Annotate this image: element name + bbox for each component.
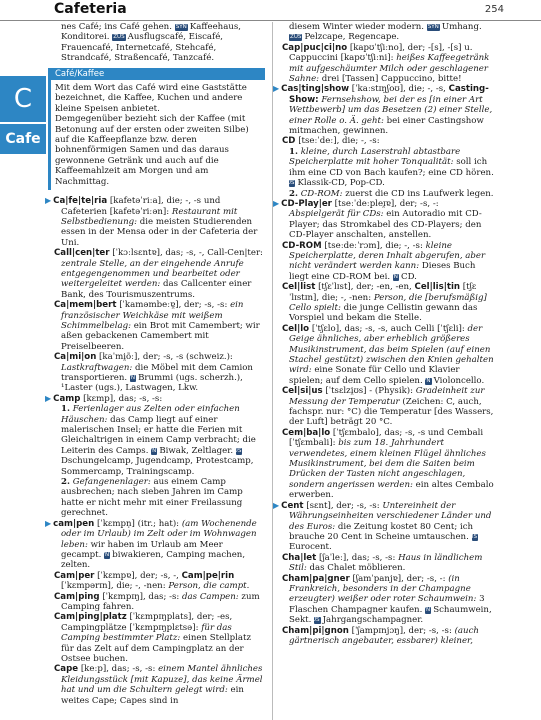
entry: Cem|ba|lo [ˈtʃɛmbalo], das; -s, -s und Cembali [ˈtʃɛmbali]: bis zum 18. Jahrhundert verwendetes, einem kleinen Flügel ähnliches Musikinstrument, bei dem die Saiten beim Drücken der Tasten nicht angeschlagen, sondern angerissen werden: ein altes Cembalo erwerben. xyxy=(282,427,494,501)
entry: Cel|list [tʃɛˈlɪst], der; -en, -en, Cel|lis|tin [tʃɛˈlɪstɪn], die; -, -nen: Person, die [berufsmäßig] Cello spielt: die junge Cellistin gewann das Vorspiel und bekam die Stelle. xyxy=(282,282,487,324)
letter-tab-word: Cafe xyxy=(0,124,46,154)
info-box-text: Demgegenüber bezieht sich der Kaffee (mit Betonung auf der ersten oder zweiten Silbe) auf die Kaffeepflanze bzw. deren bohnenförmigen Samen und das daraus gewonnene Getränk und auch auf die Kaffeemahlzeit am Morgen und am Nachmittag. xyxy=(55,114,249,187)
entry: CD [tseːˈdeː], die; -, -s: 1. kleine, durch Laserstrahl abtastbare Speicherplatte mit hoher Tonqualität: soll ich ihm eine CD von Bach kaufen?; eine CD hören. ZUS Klassik-CD, Pop-CD. 2. CD-ROM: zuerst die CD ins Laufwerk legen. xyxy=(282,136,494,199)
entry: ▶ Cent [sɛnt], der; -s, -s: Untereinheit der Währungseinheiten verschiedener Länder und des Euros: die Zeitung kostet 80 Cent; ich brauche 20 Cent in Scheine umtauschen. ZUSEurocent. xyxy=(273,500,492,553)
entry: Cap|puc|ci|no [kapʊˈtʃiːno], der; -[s], -[s] u. Cappuccini [kapʊˈtʃiːni]: heißes Kaffeegetränk mit aufgeschäumter Milch oder geschlagener Sahne: drei [Tassen] Cappuccino, bitte! xyxy=(282,42,490,85)
entry: Cel|lo [ˈtʃɛlo], das; -s, -s, auch Celli [ˈtʃɛli]: der Geige ähnliches, aber erheblich größeres Musikinstrument, das beim Spielen (auf einen Stachel gestützt) zwischen den Knien gehalten wird: eine Sonate für Cello und Klavier spielen; auf dem Cello spielen. SYN Violoncello. xyxy=(282,323,494,386)
syn-badge: SYN xyxy=(419,377,431,384)
syn-badge: SYN xyxy=(175,24,187,30)
right-column xyxy=(273,22,494,718)
entry: ▶ Ca|fe|te|ria [kafetəˈriːa], die; -, -s und Cafeterien [kafetəˈriːən]: Restaurant mit Selbstbedienung: die meisten Studierenden essen in der Mensa oder in der Cafeteria der Uni. xyxy=(45,196,258,248)
syn-badge: SYN xyxy=(386,273,398,280)
arrow-icon: ▶ xyxy=(273,500,280,510)
entry: Ca|mem|bert [ˈkaməmbeːɐ̯], der; -s, -s: ein französischer Weichkäse mit weißem Schimmelbelag: ein Brot mit Camembert; wir aßen gebackenen Camembert mit Preiselbeeren. xyxy=(54,300,260,352)
zus-badge: ZUS xyxy=(113,34,125,41)
entry: Cape [keːp], das; -s, -s: einem Mantel ähnliches Kleidungsstück [mit Kapuze], das keine Ärmel hat und um die Schultern gelegt wird: ein weites Cape; Capes sind in xyxy=(54,664,263,706)
entry: diesem Winter wieder modern. SYN Umhang. ZUS Pelzcape, Regencape. xyxy=(289,22,482,43)
entry: nes Café; ins Café gehen. SYN Kaffeehaus, Konditorei. ZUS Ausflugscafé, Eiscafé, Frauencafé, Internetcafé, Stehcafé, Strandcafé, Straßencafé, Tanzcafé. xyxy=(61,22,241,64)
zus-badge: ZUS xyxy=(308,617,320,624)
info-box-title: Café/Kaffee xyxy=(51,68,265,80)
entry: Cel|si|us [ˈtsɛlzi̯ʊs] - (Physik): Gradeinheit zur Messung der Temperatur (Zeichen: C, auch, fachspr. nur: °C) die Temperatur [des Wassers, der Luft] beträgt 20 °C. xyxy=(282,386,494,428)
column-divider xyxy=(272,22,273,720)
syn-badge: SYN xyxy=(123,375,136,381)
entry: Ca|mi|on [kaˈmi̯õː], der; -s, -s (schweiz.): Lastkraftwagen: die Möbel mit dem Camion transportieren. SYN Brummi (ugs. scherzh.), ¹Laster (ugs.), Lastwagen, Lkw. xyxy=(54,352,253,394)
entry: ▶ Camp [kɛmp], das; -s, -s: 1. Ferienlager aus Zelten oder einfachen Häuschen: das Camp liegt auf einer malerischen Insel; er hatte die Ferien mit Gleichaltrigen in einem Camp verbracht; die Leiterin des Camps. SYN Biwak, Zeltlager. ZUSDschungelcamp, Jugendcamp, Protestcamp, Sommercamp, Trainingscamp. 2. Gefangenenlager: aus einem Camp ausbrechen; nach sieben Jahren im Camp hatte er nicht mehr mit einer Freilassung gerechnet. xyxy=(45,393,256,519)
entry: ▶ cam|pen [ˈkɛmpn̩] (itr.; hat): (am Wochenende oder im Urlaub) im Zelt oder im Wohnwagen leben: wir haben im Urlaub am Meer gecampt. SYN biwakieren, Camping machen, zelten. xyxy=(45,518,257,571)
entry: Cam|per [ˈkɛmpɐ], der; -s, -, Cam|pe|rin [ˈkɛmpərɪn], die; -, -nen: Person, die campt. xyxy=(54,570,250,592)
page-header xyxy=(0,0,541,21)
running-headword: Cafeteria xyxy=(54,1,127,17)
info-box-text: Mit dem Wort das Café wird eine Gaststätte bezeichnet, die Kaffee, Kuchen und andere kleine Speisen anbietet. xyxy=(55,83,247,114)
zus-badge: ZUS xyxy=(465,533,478,540)
entry: Cham|pa|gner [ʃamˈpanjɐ], der; -s, -: (in Frankreich, besonders in der Champagne erzeugter) weißer oder roter Schaumwein: 3 Flaschen Champagner kaufen. SYN Schaumwein, Sekt. ZUS Jahrgangschampagner. xyxy=(282,573,492,626)
entry: Cam|ping|platz [ˈkɛmpɪŋplats], der; -es, Campingplätze [ˈkɛmpɪŋplɛtsə]: für das Camping bestimmter Platz: einen Stellplatz für das Zelt auf dem Campingplatz an der Ostsee buchen. xyxy=(54,612,252,664)
zus-badge: ZUS xyxy=(283,180,295,187)
entry: Cha|let [ʃaˈleː], das; -s, -s: Haus in ländlichem Stil: das Chalet möblieren. xyxy=(282,552,483,574)
arrow-icon: ▶ xyxy=(45,196,52,206)
entry: Call|cen|ter [ˈkɔːlsɛntɐ], das; -s, -, Call-Cen|ter: zentrale Stelle, an der eingehende Anrufe entgegengenommen und bearbeitet oder weitergeleitet werden: das Callcenter einer Bank, des Tourismuszentrums. xyxy=(54,248,263,300)
entry: ▶ CD-Play|er [tseːˈdeːpleɪ̯ɐ], der; -s, -: Abspielgerät für CDs: ein Autoradio mit CD-Player; das Stromkabel des CD-Players; den CD-Player anschalten, anstellen. xyxy=(273,198,482,241)
page-number: 254 xyxy=(484,4,504,15)
zus-badge: ZUS xyxy=(229,447,242,454)
zus-badge: ZUS xyxy=(290,34,302,41)
entry: CD-ROM [tseːdeːˈrɔm], die; -, -s: kleine Speicherplatte, deren Inhalt abgerufen, aber nicht verändert werden kann: Dieses Buch liegt eine CD-ROM bei. SYN CD. xyxy=(282,240,486,282)
info-box xyxy=(48,68,265,190)
entry: ▶ Cas|ting|show [ˈkaːstɪŋʃoʊ], die; -, -s, Casting-Show: Fernsehshow, bei der es [in einer Art Wettbewerb] um das Besetzen (2) einer Stelle, einer Rolle o. Ä. geht: bei einer Castingshow mitmachen, gewinnen. xyxy=(273,84,493,137)
arrow-icon: ▶ xyxy=(45,518,52,528)
syn-badge: SYN xyxy=(427,24,439,30)
letter-tab: C xyxy=(0,76,46,122)
arrow-icon: ▶ xyxy=(273,84,280,94)
arrow-icon: ▶ xyxy=(45,393,52,403)
left-column xyxy=(45,22,265,718)
syn-badge: SYN xyxy=(98,551,110,558)
arrow-icon: ▶ xyxy=(273,198,280,208)
entry: Cham|pi|gnon [ˈʃampɪnjɔŋ], der; -s, -s: (auch gärtnerisch angebauter, essbarer) kleiner, xyxy=(282,625,479,646)
syn-badge: SYN xyxy=(419,606,431,613)
entry: Cam|ping [ˈkɛmpɪŋ], das; -s: das Campen: zum Camping fahren. xyxy=(54,591,260,612)
syn-badge: SYN xyxy=(145,447,157,454)
